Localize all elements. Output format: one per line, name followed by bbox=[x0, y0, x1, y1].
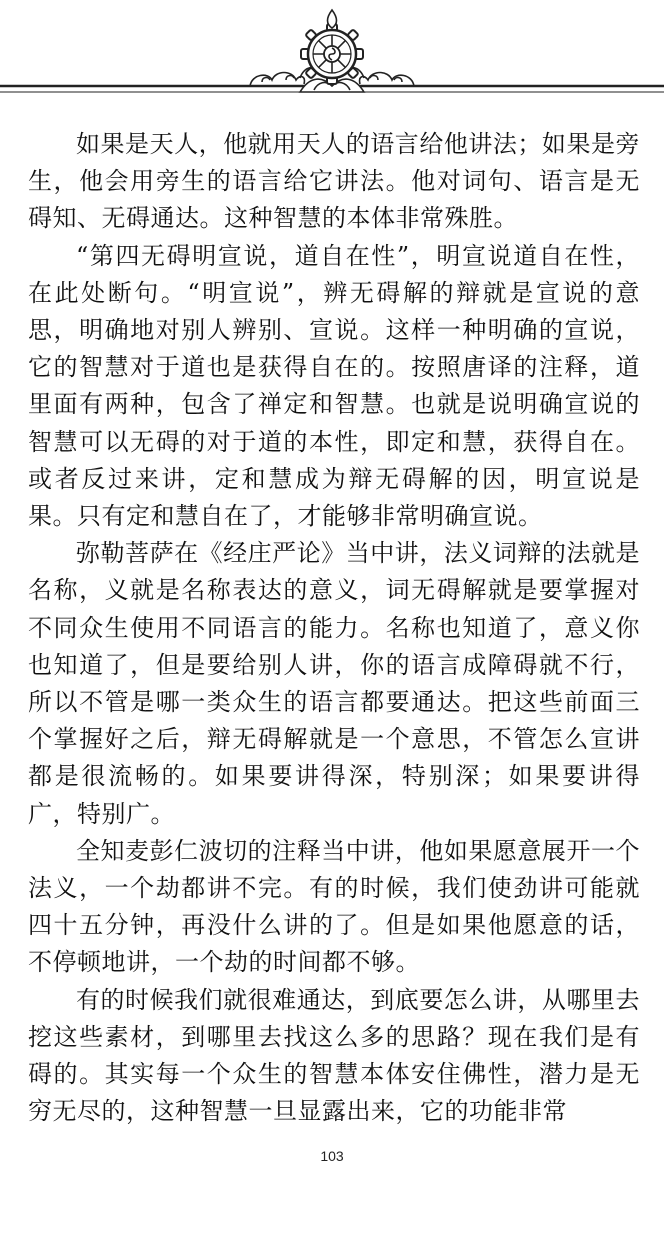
paragraph: 如果是天人，他就用天人的语言给他讲法；如果是旁生，他会用旁生的语言给它讲法。他对词句、语言是无碍知、无碍通达。这种智慧的本体非常殊胜。 bbox=[28, 130, 640, 233]
paragraph: 有的时候我们就很难通达，到底要怎么讲，从哪里去挖这些素材，到哪里去找这么多的思路？现在我们是有碍的。其实每一个众生的智慧本体安住佛性，潜力是无穷无尽的，这种智慧一旦显露出来，它的功能非常 bbox=[28, 985, 640, 1126]
dharma-wheel-icon bbox=[0, 0, 664, 120]
paragraph: 弥勒菩萨在《经庄严论》当中讲，法义词辩的法就是名称，义就是名称表达的意义，词无碍解就是要掌握对不同众生使用不同语言的能力。名称也知道了，意义你也知道了，但是要给别人讲，你的语言成障碍就不行，所以不管是哪一类众生的语言都要通达。把这些前面三个掌握好之后，辩无碍解就是一个意思，不管怎么宣讲都是很流畅的。如果要讲得深，特别深；如果要讲得广，特别广。 bbox=[28, 539, 640, 828]
paragraph: 全知麦彭仁波切的注释当中讲，他如果愿意展开一个法义，一个劫都讲不完。有的时候，我们使劲讲可能就四十五分钟，再没什么讲的了。但是如果他愿意的话，不停顿地讲，一个劫的时间都不够。 bbox=[28, 836, 640, 977]
body-text bbox=[28, 126, 640, 1130]
page-number: 103 bbox=[320, 1148, 344, 1164]
paragraph: “第四无碍明宣说，道自在性”，明宣说道自在性，在此处断句。“明宣说”，辨无碍解的辩就是宣说的意思，明确地对别人辨别、宣说。这样一种明确的宣说，它的智慧对于道也是获得自在的。按照唐译的注释，道里面有两种，包含了禅定和智慧。也就是说明确宣说的智慧可以无碍的对于道的本性，即定和慧，获得自在。或者反过来讲，定和慧成为辩无碍解的因，明宣说是果。只有定和慧自在了，才能够非常明确宣说。 bbox=[28, 241, 640, 531]
page-header-ornament bbox=[0, 0, 664, 120]
